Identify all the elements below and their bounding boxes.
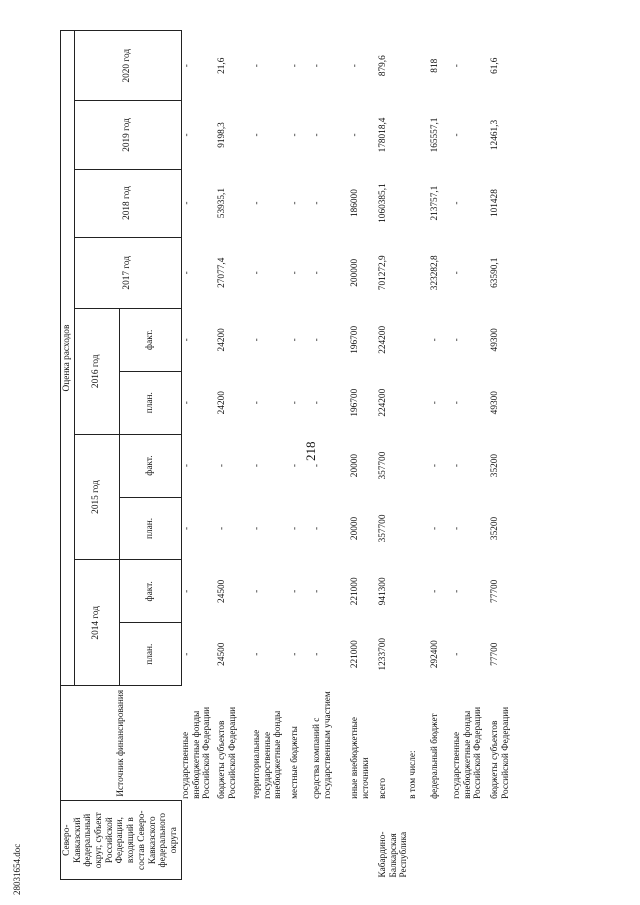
cell-value: - [252,464,263,468]
header-year-2015: 2015 год [75,434,120,560]
cell-value: - [430,464,441,468]
table-body [181,31,518,880]
table-header [61,31,182,880]
cell-value: 196700 [350,388,361,417]
cell-value: 941300 [378,577,389,606]
header-fact-2016: факт. [119,308,181,371]
cell-value: 27077,4 [217,257,228,288]
cell-value: - [312,652,323,656]
cell-value: - [430,526,441,531]
cell-value: 9198,3 [217,122,228,148]
cell-value [408,560,430,623]
cell-source: всего [378,777,389,799]
table-row [452,31,490,880]
cell-region [252,801,290,880]
cell-value: - [290,652,301,656]
cell-value: 24500 [217,579,228,603]
cell-value: - [252,64,263,68]
cell-value [408,623,430,686]
cell-value: - [181,652,192,656]
cell-region [350,801,378,880]
cell-source: бюджеты субъектов Российской Федерации [490,706,511,799]
cell-value: 221000 [350,640,361,669]
cell-value: 879,6 [378,55,389,77]
cell-value: - [452,201,463,205]
cell-region [217,801,252,880]
table-row [290,31,312,880]
table-row [181,31,217,880]
cell-value: - [181,338,192,342]
cell-value: 357700 [378,451,389,480]
cell-value: 53935,1 [217,187,228,219]
table-row [490,31,518,880]
table-row [217,31,252,880]
cell-value: - [290,464,301,468]
cell-value: - [452,271,463,275]
cell-value: 77700 [490,579,501,603]
cell-value: 24500 [217,642,228,666]
cell-source: местные бюджеты [290,726,301,799]
header-plan-2014: план. [119,623,181,686]
header-plan-2015: план. [119,497,181,560]
cell-value: 196700 [350,325,361,354]
header-source: Источник финансирования [61,686,182,801]
cell-value: - [252,401,263,405]
cell-value: - [181,401,192,405]
cell-value: 165557,1 [430,117,441,153]
cell-value: - [452,589,463,593]
cell-value: - [312,338,323,342]
cell-value: 818 [430,58,441,73]
cell-value: 101428 [490,189,501,218]
cell-source: бюджеты субъектов Российской Федерации [217,706,238,799]
cell-value: 224200 [378,388,389,417]
cell-value: 323282,8 [430,255,441,291]
header-year-2014: 2014 год [75,560,120,686]
cell-source: федеральный бюджет [430,713,441,799]
header-estimate: Оценка расходов [61,31,75,686]
cell-value: - [350,64,361,68]
cell-value: - [452,133,463,137]
cell-value: 178018,4 [378,117,389,153]
cell-value: - [181,64,192,68]
cell-region [312,801,350,880]
cell-value: - [452,464,463,468]
cell-source: территориальные государственные внебюджетные фонды [252,710,284,799]
cell-value: - [252,271,263,275]
cell-value [408,101,430,169]
table-row [312,31,350,880]
cell-value: - [290,401,301,405]
header-plan-2016: план. [119,371,181,434]
cell-value: 35200 [490,453,501,478]
expense-estimate-table [60,30,518,880]
cell-value: - [217,526,228,531]
cell-value: 20000 [350,453,361,478]
page-number: 218 [303,441,318,461]
cell-value: 1233700 [378,637,389,671]
cell-region [181,801,217,880]
cell-value: 24200 [217,328,228,352]
header-year-2019: 2019 год [75,101,182,169]
cell-value: - [452,652,463,656]
file-reference: 28031654.doc [12,843,22,895]
cell-value: 77700 [490,642,501,666]
cell-value: - [252,133,263,137]
cell-value: - [312,271,323,275]
cell-value: 200000 [350,258,361,287]
cell-value: - [312,589,323,593]
cell-value: - [312,64,323,68]
cell-value: 12461,3 [490,119,501,151]
cell-value: - [430,589,441,593]
cell-value: - [452,526,463,531]
cell-value: - [181,464,192,468]
cell-value: - [430,401,441,405]
header-year-2018: 2018 год [75,169,182,237]
cell-value: - [252,338,263,342]
cell-value: - [452,401,463,405]
cell-value: - [290,589,301,593]
table-row [350,31,378,880]
cell-value: 63590,1 [490,257,501,288]
cell-value: - [252,589,263,593]
cell-value [408,31,430,101]
cell-region [290,801,312,880]
table-row [408,31,430,880]
cell-value: - [312,401,323,405]
cell-value: - [290,133,301,137]
cell-value: - [181,271,192,275]
cell-value: - [430,338,441,342]
cell-value: - [350,133,361,137]
cell-value: - [217,464,228,468]
cell-value: - [452,64,463,68]
cell-value: - [290,338,301,342]
cell-value: - [290,526,301,531]
cell-value: 213757,1 [430,185,441,221]
cell-value: 292400 [430,640,441,669]
cell-value: - [312,201,323,205]
header-fact-2015: факт. [119,434,181,497]
cell-value [408,169,430,237]
cell-region: Кабардино-Балкарская Республика [378,831,410,878]
cell-value: - [312,526,323,531]
cell-source: государственные внебюджетные фонды Российской Федерации [452,706,484,799]
cell-value [408,371,430,434]
cell-value: 224200 [378,325,389,354]
cell-value: - [290,64,301,68]
cell-value: 21,6 [217,57,228,74]
cell-value: 186000 [350,189,361,218]
cell-value: - [312,133,323,137]
cell-value: - [252,201,263,205]
cell-value: - [181,589,192,593]
cell-value [408,308,430,371]
cell-value: - [181,526,192,531]
header-fact-2014: факт. [119,560,181,623]
cell-value: - [252,526,263,531]
cell-source: иные внебюджетные источники [350,716,371,799]
cell-value [408,434,430,497]
cell-value: 701272,9 [378,255,389,291]
cell-value: 35200 [490,516,501,541]
cell-value: - [290,201,301,205]
cell-value: 20000 [350,516,361,541]
cell-value: 49300 [490,328,501,352]
cell-source: в том числе: [408,750,419,799]
cell-source: средства компаний с государственным участием [312,691,333,799]
cell-value: - [290,271,301,275]
cell-value [408,497,430,560]
table-row [252,31,290,880]
cell-value [408,237,430,308]
table-row [430,31,452,880]
header-year-2016: 2016 год [75,308,120,434]
cell-value: 221000 [350,577,361,606]
header-region: Северо-Кавказский федеральный округ, субъект Российской Федерации, входящий в состав Северо-Кавказского федерального округа [61,801,182,880]
cell-value: - [181,201,192,205]
expense-table-container [60,30,592,880]
cell-source: государственные внебюджетные фонды Российской Федерации [181,706,213,799]
cell-value: - [312,464,323,468]
cell-value: 61,6 [490,57,501,74]
cell-value: - [252,652,263,656]
cell-value: - [452,338,463,342]
cell-value: 49300 [490,391,501,415]
cell-value: 1060385,1 [378,183,389,223]
table-row [378,31,408,880]
cell-value: 24200 [217,391,228,415]
cell-value: - [181,133,192,137]
cell-value: 357700 [378,514,389,543]
header-year-2020: 2020 год [75,31,182,101]
header-year-2017: 2017 год [75,237,182,308]
